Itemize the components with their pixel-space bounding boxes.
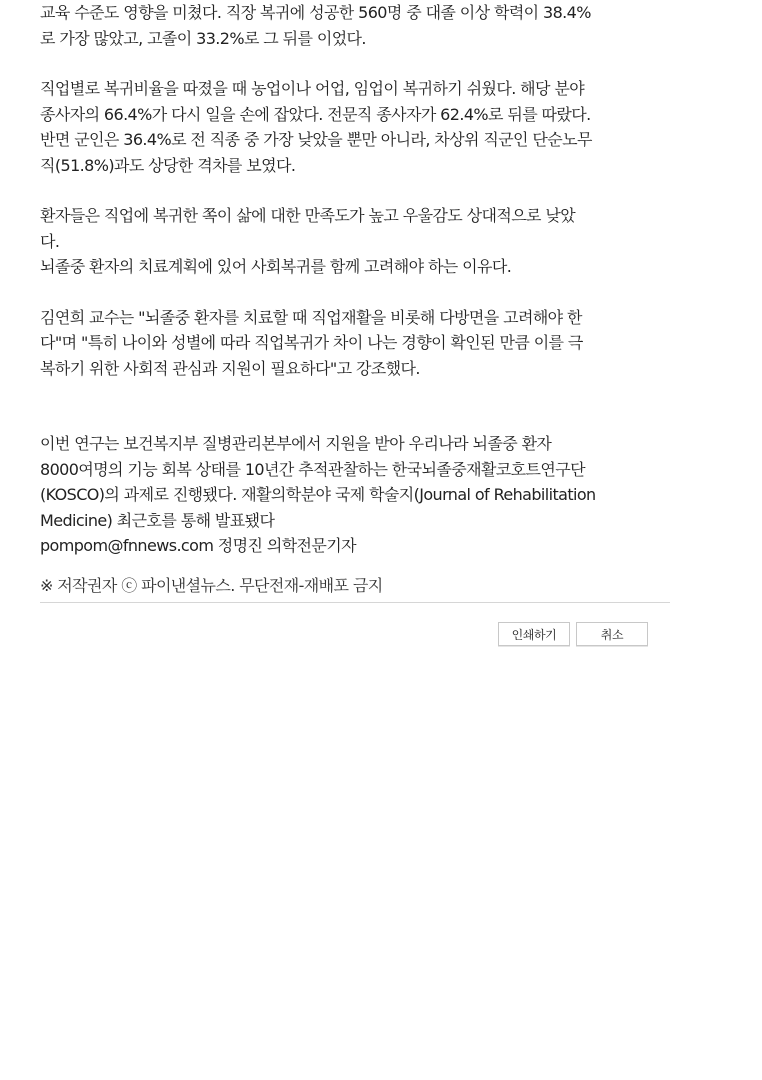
article-text-line: (KOSCO)의 과제로 진행됐다. 재활의학분야 국제 학술지(Journal of Rehabilitation: [40, 485, 596, 504]
cancel-button[interactable]: 취소: [576, 622, 648, 646]
article-text-line: 환자들은 직업에 복귀한 쪽이 삶에 대한 만족도가 높고 우울감도 상대적으로 낮았: [40, 206, 576, 225]
article-text-line: 복하기 위한 사회적 관심과 지원이 필요하다"고 강조했다.: [40, 358, 420, 378]
article-text-line: 교육 수준도 영향을 미쳤다. 직장 복귀에 성공한 560명 중 대졸 이상 학력이 38.4%: [40, 3, 591, 22]
byline: pompom@fnnews.com 정명진 의학전문기자: [40, 536, 356, 555]
article-text-line: 뇌졸중 환자의 치료계획에 있어 사회복귀를 함께 고려해야 하는 이유다.: [40, 257, 512, 276]
article-text-line: 종사자의 66.4%가 다시 일을 손에 잡았다. 전문직 종사자가 62.4%로 뒤를 따랐다.: [40, 104, 591, 124]
print-button[interactable]: 인쇄하기: [498, 622, 570, 646]
article-paragraph: [40, 76, 690, 178]
article-text-line: 직(51.8%)과도 상당한 격차를 보였다.: [40, 155, 296, 175]
article-paragraph: [40, 305, 690, 382]
article-paragraph: [40, 431, 690, 559]
article-text-line: 8000여명의 기능 회복 상태를 10년간 추적관찰하는 한국뇌졸중재활코호트연구단: [40, 459, 585, 479]
article-text-line: 다.: [40, 231, 60, 251]
copyright-notice: ※ 저작권자 ⓒ 파이낸셜뉴스. 무단전재-재배포 금지: [40, 575, 383, 595]
article-text-line: 반면 군인은 36.4%로 전 직종 중 가장 낮았을 뿐만 아니라, 차상위 직군인 단순노무: [40, 130, 592, 149]
article-text-line: 다"며 "특히 나이와 성별에 따라 직업복귀가 차이 나는 경향이 확인된 만큼 이를 극: [40, 333, 583, 352]
article-paragraph: [40, 0, 690, 51]
article-text-line: 이번 연구는 보건복지부 질병관리본부에서 지원을 받아 우리나라 뇌졸중 환자: [40, 434, 552, 453]
article-text-line: 직업별로 복귀비율을 따졌을 때 농업이나 어업, 임업이 복귀하기 쉬웠다. 해당 분야: [40, 79, 585, 98]
article-paragraph: [40, 203, 690, 280]
article-text-line: 로 가장 많았고, 고졸이 33.2%로 그 뒤를 이었다.: [40, 28, 366, 48]
divider: [40, 602, 670, 603]
article-text-line: Medicine) 최근호를 통해 발표됐다: [40, 510, 275, 530]
article-body: [40, 0, 690, 598]
article-text-line: 김연희 교수는 "뇌졸중 환자를 치료할 때 직업재활을 비롯해 다방면을 고려해야 한: [40, 307, 582, 327]
action-buttons: [498, 622, 648, 646]
